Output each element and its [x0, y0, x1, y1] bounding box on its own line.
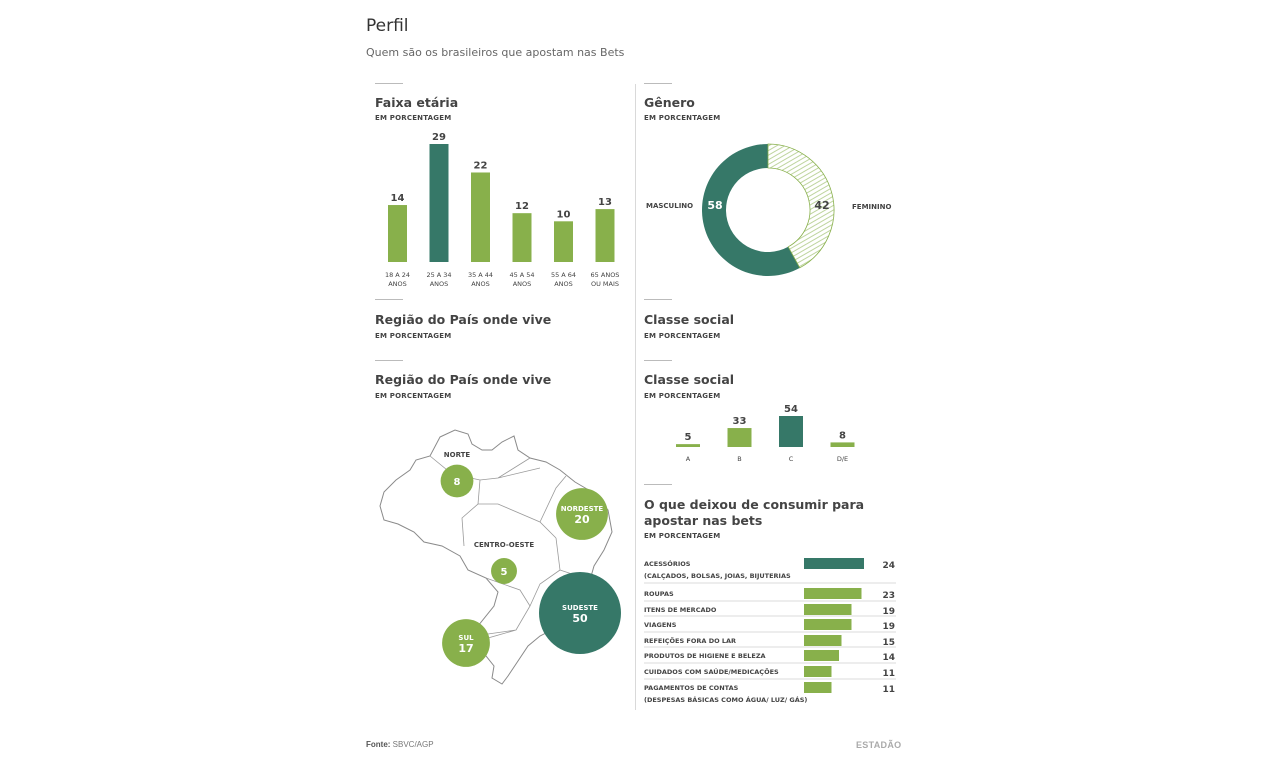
consumption-bar: [804, 619, 852, 630]
estadao-logo: ESTADÃO: [856, 740, 902, 750]
gender-label-feminino: FEMININO: [852, 203, 892, 211]
class-category-label: D/E: [836, 455, 849, 463]
class-title-empty: Classe social: [644, 312, 735, 327]
age-value-label: 13: [598, 197, 612, 209]
region-name-label: CENTRO-OESTE: [473, 541, 535, 549]
age-bar: [596, 209, 615, 262]
region-value-label: 50: [572, 612, 588, 625]
class-unit-empty: EM PORCENTAGEM: [644, 332, 721, 340]
region-name-label: NORDESTE: [560, 505, 604, 513]
age-value-label: 22: [473, 160, 488, 172]
gender-title: Gênero: [644, 95, 695, 110]
consumption-value-label: 23: [882, 591, 895, 601]
consumption-value-label: 11: [882, 685, 895, 695]
age-category-label: ANOS: [554, 280, 573, 288]
gender-value-masculino: 58: [707, 199, 723, 212]
age-bar: [513, 213, 532, 262]
consumption-category-label: ROUPAS: [644, 590, 674, 598]
consumption-bar: [804, 666, 832, 677]
consumption-value-label: 24: [882, 561, 895, 571]
consumption-category-label: ITENS DE MERCADO: [644, 606, 717, 614]
age-bar: [554, 221, 573, 262]
consumption-value-label: 19: [882, 607, 895, 617]
consumption-category-label: PAGAMENTOS DE CONTAS: [644, 684, 739, 692]
age-category-label: ANOS: [471, 280, 490, 288]
region-name-label: NORTE: [443, 451, 471, 459]
consumption-bar-chart: [640, 550, 902, 710]
section-rule: [375, 360, 403, 361]
consumption-bar: [804, 682, 832, 693]
age-title: Faixa etária: [375, 95, 459, 110]
consumption-unit: EM PORCENTAGEM: [644, 532, 721, 540]
consumption-category-label: VIAGENS: [644, 621, 677, 629]
class-bar: [728, 428, 752, 447]
consumption-bar: [804, 635, 842, 646]
class-bar: [676, 444, 700, 447]
column-divider: [635, 84, 636, 710]
age-category-label: OU MAIS: [590, 280, 620, 288]
gender-donut-chart: [640, 130, 900, 290]
source-label: Fonte:: [366, 740, 391, 749]
consumption-category-label: (DESPESAS BÁSICAS COMO ÁGUA/ LUZ/ GÁS): [644, 696, 808, 704]
section-rule: [644, 83, 672, 84]
consumption-category-label: CUIDADOS COM SAÚDE/MEDICAÇÕES: [644, 668, 779, 676]
class-category-label: B: [737, 455, 742, 463]
age-bar: [388, 205, 407, 262]
gender-value-feminino: 42: [814, 199, 830, 212]
section-rule: [375, 299, 403, 300]
consumption-category-label: PRODUTOS DE HIGIENE E BELEZA: [644, 652, 766, 660]
age-bar-chart: [370, 122, 630, 292]
age-value-label: 29: [432, 132, 446, 143]
consumption-bar: [804, 588, 862, 599]
class-bar-chart: [660, 398, 880, 468]
consumption-bar: [804, 604, 852, 615]
consumption-category-label: (CALÇADOS, BOLSAS, JOIAS, BIJUTERIAS: [644, 572, 791, 580]
class-title: Classe social: [644, 372, 735, 387]
class-value-label: 33: [732, 416, 747, 428]
region-value-label: 17: [458, 642, 474, 655]
age-value-label: 12: [515, 201, 529, 213]
consumption-bar: [804, 558, 864, 569]
section-rule: [644, 299, 672, 300]
section-rule: [375, 83, 403, 84]
section-rule: [644, 360, 672, 361]
class-value-label: 8: [839, 430, 846, 442]
age-value-label: 14: [390, 193, 405, 205]
class-unit: EM PORCENTAGEM: [644, 392, 721, 400]
consumption-value-label: 19: [882, 622, 895, 632]
footer-source: [366, 740, 434, 749]
age-bar: [430, 144, 449, 262]
age-category-label: 35 A 44: [467, 271, 494, 279]
gender-unit: EM PORCENTAGEM: [644, 114, 721, 122]
age-value-label: 10: [556, 209, 571, 221]
age-category-label: ANOS: [512, 280, 532, 288]
age-category-label: ANOS: [429, 280, 449, 288]
region-name-label: SUDESTE: [562, 604, 598, 612]
class-bar: [831, 442, 855, 447]
age-bar: [471, 172, 490, 262]
consumption-category-label: REFEIÇÕES FORA DO LAR: [644, 637, 737, 645]
age-category-label: 18 A 24: [384, 271, 411, 279]
region-title: Região do País onde vive: [375, 372, 552, 387]
consumption-bar: [804, 650, 839, 661]
consumption-title: O que deixou de consumir para apostar nas bets: [644, 497, 865, 528]
class-category-label: C: [788, 455, 794, 463]
age-category-label: 65 ANOS: [590, 271, 620, 279]
source-value: SBVC/AGP: [392, 740, 434, 749]
gender-label-masculino: MASCULINO: [646, 202, 694, 210]
class-category-label: A: [685, 455, 691, 463]
page-subtitle: Quem são os brasileiros que apostam nas Bets: [366, 46, 625, 59]
age-category-label: 45 A 54: [509, 271, 535, 279]
region-title-empty: Região do País onde vive: [375, 312, 552, 327]
region-value-label: 8: [453, 477, 461, 488]
consumption-value-label: 14: [882, 653, 895, 663]
class-value-label: 54: [784, 404, 798, 415]
consumption-value-label: 11: [882, 669, 895, 679]
page-title: Perfil: [366, 16, 409, 36]
section-rule: [644, 484, 672, 485]
age-category-label: 55 A 64: [550, 271, 577, 279]
region-value-label: 20: [574, 513, 590, 526]
brazil-region-map: [370, 420, 630, 695]
class-value-label: 5: [684, 432, 692, 444]
age-category-label: ANOS: [388, 280, 407, 288]
region-unit-empty: EM PORCENTAGEM: [375, 332, 452, 340]
age-unit: EM PORCENTAGEM: [375, 114, 452, 122]
region-value-label: 5: [500, 567, 508, 578]
consumption-category-label: ACESSÓRIOS: [644, 560, 691, 568]
consumption-value-label: 15: [882, 638, 895, 648]
age-category-label: 25 A 34: [426, 271, 452, 279]
class-bar: [779, 416, 803, 447]
region-name-label: SUL: [458, 634, 474, 642]
region-unit: EM PORCENTAGEM: [375, 392, 452, 400]
